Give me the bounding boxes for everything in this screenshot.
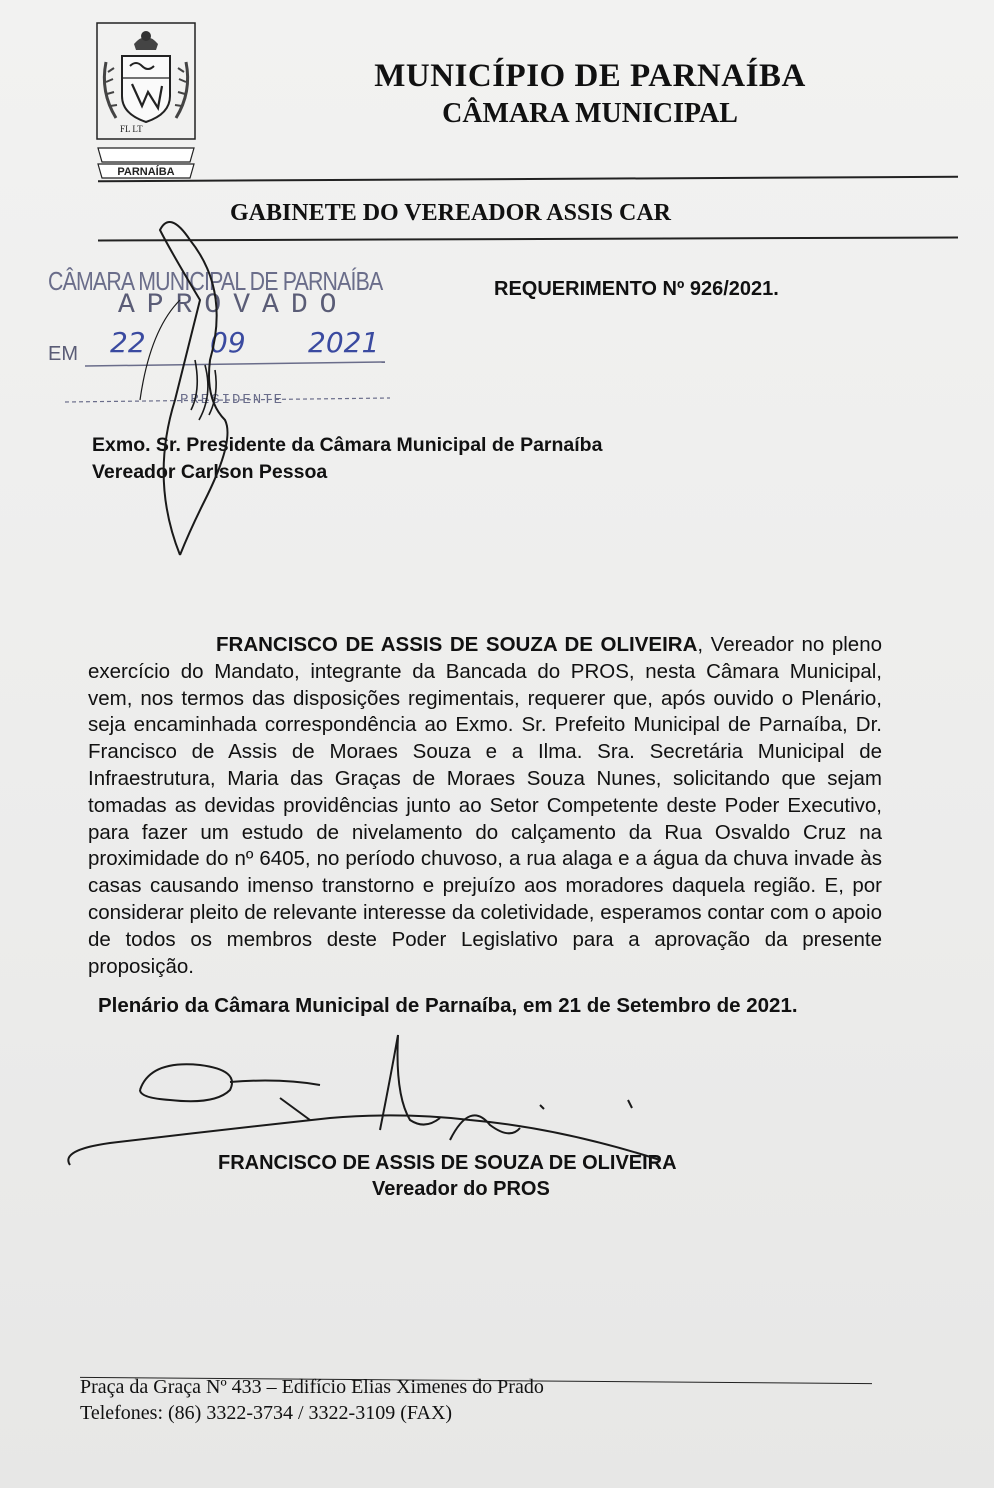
stamp-month: 09 <box>210 326 246 359</box>
body-author: FRANCISCO DE ASSIS DE SOUZA DE OLIVEIRA <box>216 633 698 656</box>
footer-address: Praça da Graça Nº 433 – Edifício Elias Ximenes do Prado <box>80 1376 544 1398</box>
closing-line: Plenário da Câmara Municipal de Parnaíba, em 21 de Setembro de 2021. <box>98 994 798 1017</box>
municipal-crest-logo <box>96 22 196 180</box>
svg-text:FL LT: FL LT <box>120 124 143 134</box>
addressee-block <box>92 432 602 486</box>
body-text: , Vereador no pleno exercício do Mandato, integrante da Bancada do PROS, nesta Câmara Municipal, vem, nos termos das disposições regimentais, requerer que, após ouvido o Plenário, seja encaminhada correspondência ao Exmo. Sr. Prefeito Municipal de Parnaíba, Dr. Francisco de Assis de Moraes Souza e a Ilma. Sra. Secretária Municipal de Infraestrutura, Maria das Graças de Moraes Souza Nunes, solicitando que sejam tomadas as devidas providências junto ao Setor Competente deste Poder Executivo, para fazer um estudo de nivelamento do calçamento da Rua Osvaldo Cruz na proximidade do nº 6405, no período chuvoso, a rua alaga e a água da chuva invade às casas causando imenso transtorno e prejuízo aos moradores daquela região. E, por considerar pleito de relevante interesse da coletividade, esperamos contar com o apoio de todos os membros deste Poder Legislativo para a aprovação da presente proposição. <box>88 633 882 978</box>
stamp-year: 2021 <box>308 326 380 359</box>
stamp-em-label: EM <box>48 343 78 365</box>
footer-block <box>80 1374 544 1426</box>
office-heading: GABINETE DO VEREADOR ASSIS CAR <box>230 200 671 226</box>
header-divider <box>98 176 958 183</box>
signatory-name: FRANCISCO DE ASSIS DE SOUZA DE OLIVEIRA <box>218 1152 677 1174</box>
request-number: REQUERIMENTO Nº 926/2021. <box>494 278 779 300</box>
municipality-title: MUNICÍPIO DE PARNAÍBA <box>374 58 806 94</box>
footer-phones: Telefones: (86) 3322-3734 / 3322-3109 (FAX) <box>80 1402 453 1424</box>
signatory-role: Vereador do PROS <box>372 1178 550 1200</box>
stamp-organization: CÂMARA MUNICIPAL DE PARNAÍBA <box>48 266 383 296</box>
addressee-line-1: Exmo. Sr. Presidente da Câmara Municipal de Parnaíba <box>92 434 603 456</box>
stamp-role: PRESIDENTE <box>180 392 285 408</box>
chamber-subtitle: CÂMARA MUNICIPAL <box>442 98 738 129</box>
svg-text:PARNAÍBA: PARNAÍBA <box>117 166 175 178</box>
stamp-day: 22 <box>110 326 146 359</box>
office-divider <box>98 236 958 241</box>
approval-stamp-lines <box>45 262 405 422</box>
request-body <box>88 632 882 980</box>
addressee-line-2: Vereador Carlson Pessoa <box>92 461 328 483</box>
stamp-status: APROVADO <box>118 290 349 321</box>
